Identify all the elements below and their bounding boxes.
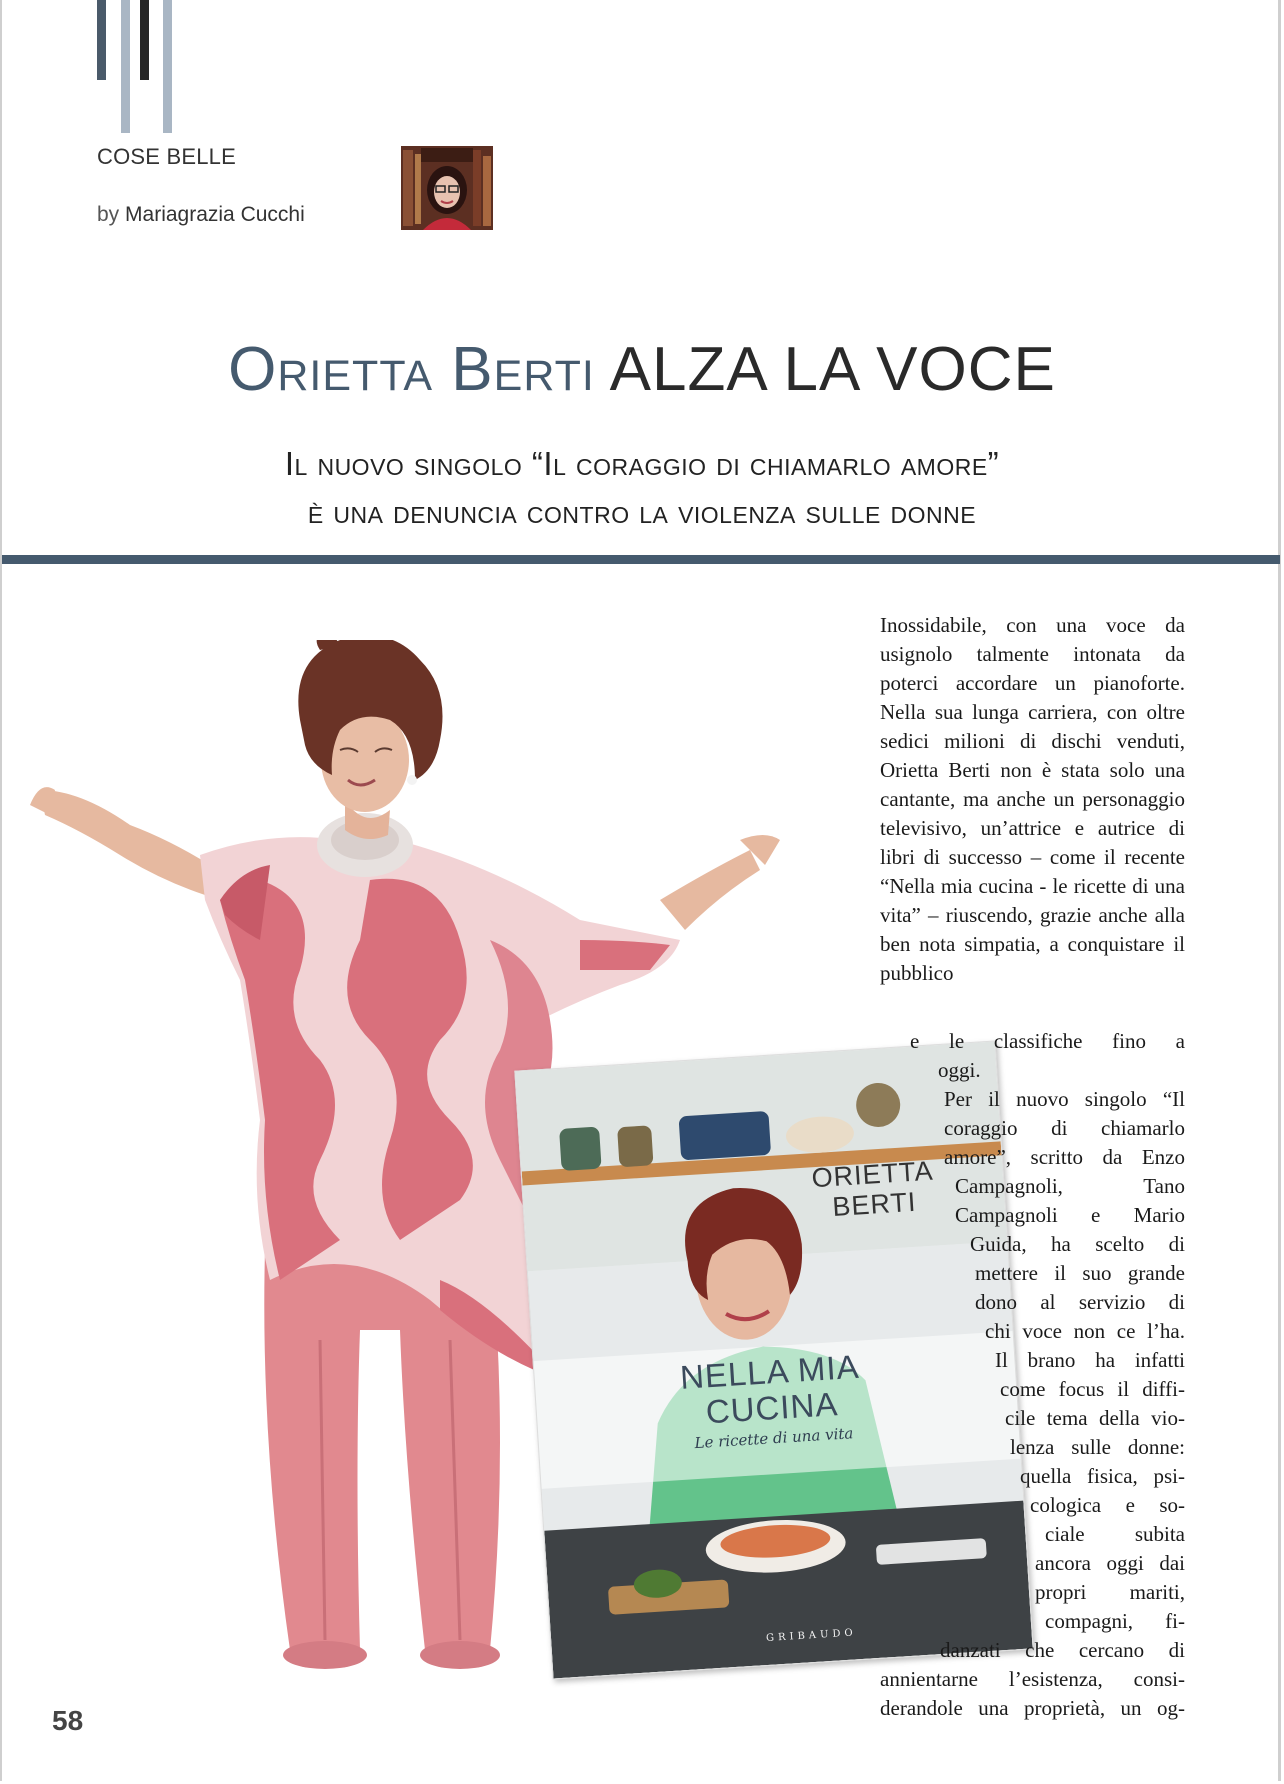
article-line: Il brano ha infatti [995, 1348, 1185, 1372]
article-line: cile tema della vio- [1005, 1406, 1185, 1430]
decorative-bar [163, 0, 172, 133]
headline [0, 330, 1284, 410]
decorative-bar [97, 0, 106, 80]
book-author: ORIETTA BERTI [810, 1155, 935, 1222]
article-line: ancora oggi dai [1035, 1551, 1185, 1575]
article-line: annientarne l’esistenza, consi- [880, 1667, 1185, 1691]
article-paragraph: Inossidabile, con una voce da usignolo talmente intonata da poterci accordare un pianoforte. Nella sua lunga carriera, con oltre sedici milioni di dischi venduti, Orietta Berti non è stata solo una cantante, ma anche un personaggio televisivo, un’attrice e autrice di libri di successo – come il recente “Nella mia cucina - le ricette di una vita” – riuscendo, grazie anche alla ben nota simpatia, a conquistare il pubblico [880, 613, 1185, 985]
article-line: Guida, ha scelto di [970, 1232, 1185, 1256]
byline [97, 203, 305, 227]
byline-prefix: by [97, 203, 120, 226]
article-line: amore”, scritto da Enzo [944, 1145, 1185, 1169]
subtitle [0, 440, 1284, 536]
article-line: compagni, fi- [1045, 1609, 1185, 1633]
article-line: danzati che cercano di [940, 1638, 1185, 1662]
article-body-top [880, 611, 1185, 988]
subtitle-line: Il nuovo singolo “Il coraggio di chiamarlo amore” [284, 445, 1000, 482]
book-title: NELLA MIA CUCINA [678, 1347, 861, 1431]
article-line: propri mariti, [1035, 1580, 1185, 1604]
article-line: lenza sulle donne: [1010, 1435, 1185, 1459]
article-line: Campagnoli e Mario [955, 1203, 1185, 1227]
article-line: come focus il diffi- [1000, 1377, 1185, 1401]
section-label: COSE BELLE [97, 144, 236, 169]
author-name: Mariagrazia Cucchi [125, 203, 305, 226]
article-line: cologica e so- [1030, 1493, 1185, 1517]
article-line: dono al servizio di [975, 1290, 1185, 1314]
article-line: Campagnoli, Tano [955, 1174, 1185, 1198]
page-number: 58 [52, 1705, 84, 1736]
article-line: quella fisica, psi- [1020, 1464, 1185, 1488]
book-publisher: GRIBAUDO [765, 1627, 857, 1645]
header-rule [2, 555, 1280, 564]
article-line: e le classifiche fino a [910, 1029, 1185, 1053]
author-photo [401, 146, 493, 230]
headline-rest: ALZA LA VOCE [609, 335, 1056, 404]
article-line: derandole una proprietà, un og- [880, 1696, 1185, 1720]
subtitle-line: è una denuncia contro la violenza sulle donne [307, 493, 977, 530]
article-line: coraggio di chiamarlo [944, 1116, 1185, 1140]
article-line: mettere il suo grande [975, 1261, 1185, 1285]
article-line: Per il nuovo singolo “Il [944, 1087, 1185, 1111]
article-line: oggi. [938, 1058, 981, 1082]
decorative-bar [140, 0, 149, 80]
article-line: chi voce non ce l’ha. [985, 1319, 1185, 1343]
decorative-bar [121, 0, 130, 133]
book-subtitle: Le ricette di una vita [693, 1424, 854, 1453]
article-line: ciale subita [1045, 1522, 1185, 1546]
headline-name: Orietta Berti [228, 335, 595, 404]
